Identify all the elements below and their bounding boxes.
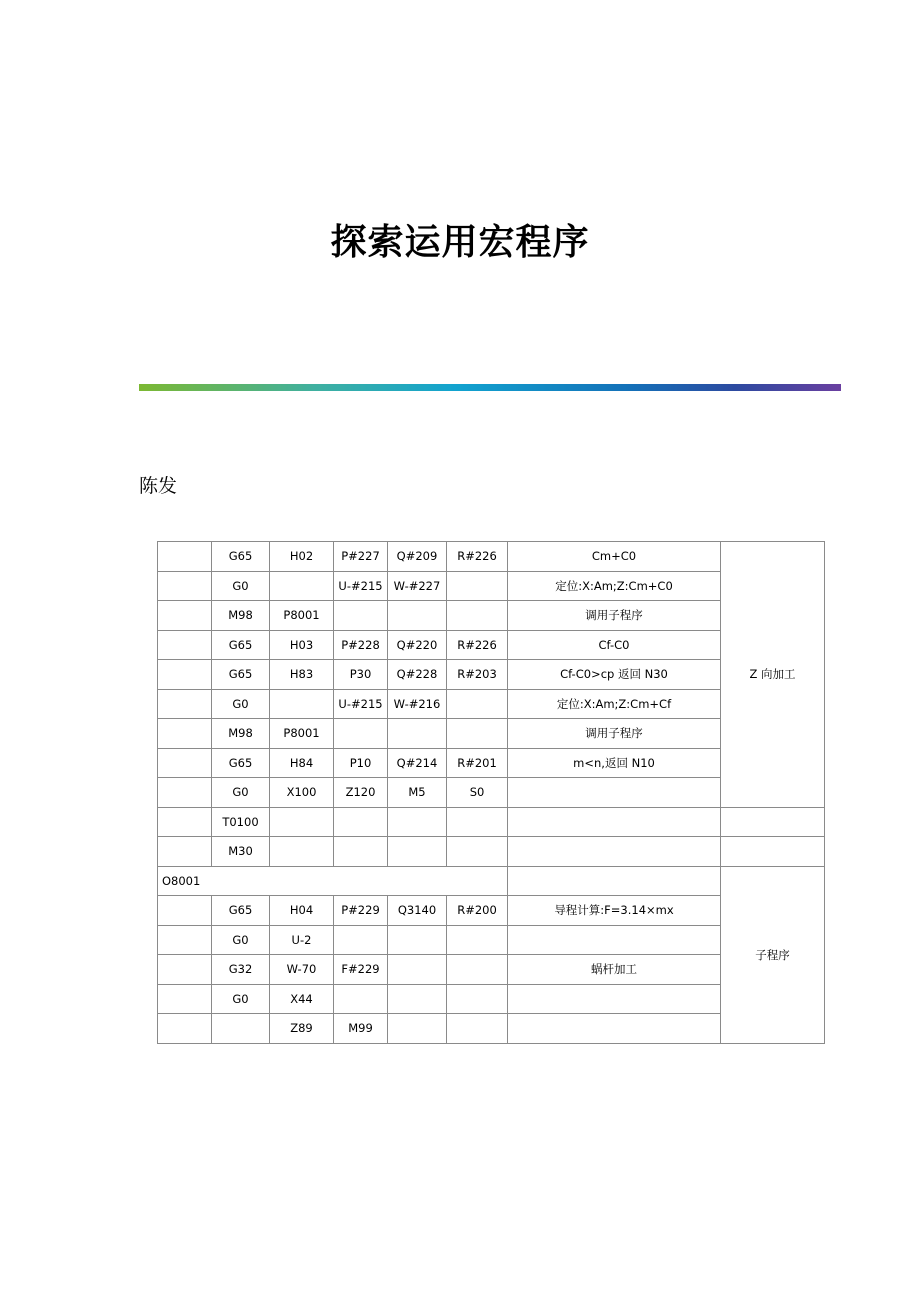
table-cell: Cm+C0 [508, 542, 721, 572]
table-cell [508, 925, 721, 955]
table-cell: P#228 [334, 630, 388, 660]
table-cell [158, 984, 212, 1014]
table-cell [334, 837, 388, 867]
table-cell [508, 778, 721, 808]
table-cell: R#226 [447, 630, 508, 660]
table-row [158, 837, 825, 867]
table-row [158, 807, 825, 837]
table-cell: Z89 [270, 1014, 334, 1044]
table-cell: X44 [270, 984, 334, 1014]
table-cell: H04 [270, 896, 334, 926]
table-cell: M30 [212, 837, 270, 867]
table-cell: W-#227 [388, 571, 447, 601]
table-cell [447, 719, 508, 749]
table-cell: G0 [212, 571, 270, 601]
table-cell: Q#228 [388, 660, 447, 690]
table-cell: P10 [334, 748, 388, 778]
table-cell: W-70 [270, 955, 334, 985]
table-cell: H03 [270, 630, 334, 660]
table-cell: P30 [334, 660, 388, 690]
table-cell [447, 837, 508, 867]
table-cell: G0 [212, 689, 270, 719]
table-cell: 定位:X:Am;Z:Cm+Cf [508, 689, 721, 719]
document-title: 探索运用宏程序 [330, 221, 590, 263]
table-cell [447, 601, 508, 631]
table-cell: H02 [270, 542, 334, 572]
table-cell [447, 807, 508, 837]
table-cell: G65 [212, 660, 270, 690]
table-cell [158, 601, 212, 631]
table-cell [447, 1014, 508, 1044]
table-cell [158, 807, 212, 837]
table-cell: T0100 [212, 807, 270, 837]
table-cell: G65 [212, 896, 270, 926]
table-cell [508, 807, 721, 837]
table-cell [388, 719, 447, 749]
table-cell [508, 837, 721, 867]
table-cell [158, 778, 212, 808]
table-cell [388, 955, 447, 985]
table-cell: Z120 [334, 778, 388, 808]
table-cell: X100 [270, 778, 334, 808]
table-cell [388, 925, 447, 955]
table-cell: Q#220 [388, 630, 447, 660]
table-cell [388, 807, 447, 837]
table-cell: 调用子程序 [508, 719, 721, 749]
table-cell: R#201 [447, 748, 508, 778]
table-cell: W-#216 [388, 689, 447, 719]
table-cell [270, 571, 334, 601]
subprogram-label: O8001 [158, 866, 508, 896]
table-cell: G65 [212, 630, 270, 660]
table-cell: M98 [212, 719, 270, 749]
table-cell: 定位:X:Am;Z:Cm+C0 [508, 571, 721, 601]
table-cell [158, 542, 212, 572]
table-cell [447, 689, 508, 719]
table-cell [212, 1014, 270, 1044]
table-cell: M98 [212, 601, 270, 631]
table-cell [721, 807, 825, 837]
table-cell [158, 925, 212, 955]
table-row [158, 866, 825, 896]
table-cell: 蜗杆加工 [508, 955, 721, 985]
table-cell: G0 [212, 984, 270, 1014]
table-cell: U-#215 [334, 571, 388, 601]
table-cell [447, 571, 508, 601]
table-cell: P8001 [270, 719, 334, 749]
table-cell [158, 1014, 212, 1044]
table-cell [334, 719, 388, 749]
table-cell: S0 [447, 778, 508, 808]
table-cell [158, 719, 212, 749]
table-cell: R#226 [447, 542, 508, 572]
gradient-divider [139, 384, 841, 391]
table-cell: G0 [212, 925, 270, 955]
table-cell: H84 [270, 748, 334, 778]
table-cell: G65 [212, 748, 270, 778]
table-cell [158, 630, 212, 660]
table-cell [158, 748, 212, 778]
table-cell [334, 601, 388, 631]
table-cell: Q#214 [388, 748, 447, 778]
table-cell [270, 689, 334, 719]
table-cell [158, 837, 212, 867]
table-cell [158, 571, 212, 601]
table-cell: 导程计算:F=3.14×mx [508, 896, 721, 926]
macro-program-table [157, 541, 825, 1044]
table-cell: m<n,返回 N10 [508, 748, 721, 778]
table-cell: U-2 [270, 925, 334, 955]
table-cell: R#203 [447, 660, 508, 690]
table-cell [158, 660, 212, 690]
group-label-z: Z 向加工 [721, 542, 825, 808]
table-cell [158, 896, 212, 926]
table-row [158, 542, 825, 572]
table-cell [447, 955, 508, 985]
table-cell [508, 866, 721, 896]
table-cell [508, 1014, 721, 1044]
table-cell [334, 807, 388, 837]
author-name: 陈发 [139, 475, 178, 497]
table-cell: Q#209 [388, 542, 447, 572]
table-cell [721, 837, 825, 867]
table-cell: M99 [334, 1014, 388, 1044]
table-cell [447, 984, 508, 1014]
table-cell [158, 689, 212, 719]
table-cell [388, 984, 447, 1014]
table-cell [388, 601, 447, 631]
table-cell: Cf-C0 [508, 630, 721, 660]
table-cell: F#229 [334, 955, 388, 985]
group-label-sub: 子程序 [721, 866, 825, 1043]
table-cell: R#200 [447, 896, 508, 926]
table-cell: G0 [212, 778, 270, 808]
table-cell: H83 [270, 660, 334, 690]
table-cell: P#229 [334, 896, 388, 926]
table-cell: Q3140 [388, 896, 447, 926]
table-cell: M5 [388, 778, 447, 808]
table-cell: P#227 [334, 542, 388, 572]
table-cell: G65 [212, 542, 270, 572]
table-cell: G32 [212, 955, 270, 985]
table-cell [388, 1014, 447, 1044]
table-cell: P8001 [270, 601, 334, 631]
table-cell [158, 955, 212, 985]
table-cell: 调用子程序 [508, 601, 721, 631]
table-cell: U-#215 [334, 689, 388, 719]
table-cell [508, 984, 721, 1014]
table-cell [334, 925, 388, 955]
table-cell [270, 807, 334, 837]
table-cell [447, 925, 508, 955]
table-cell [388, 837, 447, 867]
table-cell [270, 837, 334, 867]
table-cell: Cf-C0>cp 返回 N30 [508, 660, 721, 690]
table-cell [334, 984, 388, 1014]
